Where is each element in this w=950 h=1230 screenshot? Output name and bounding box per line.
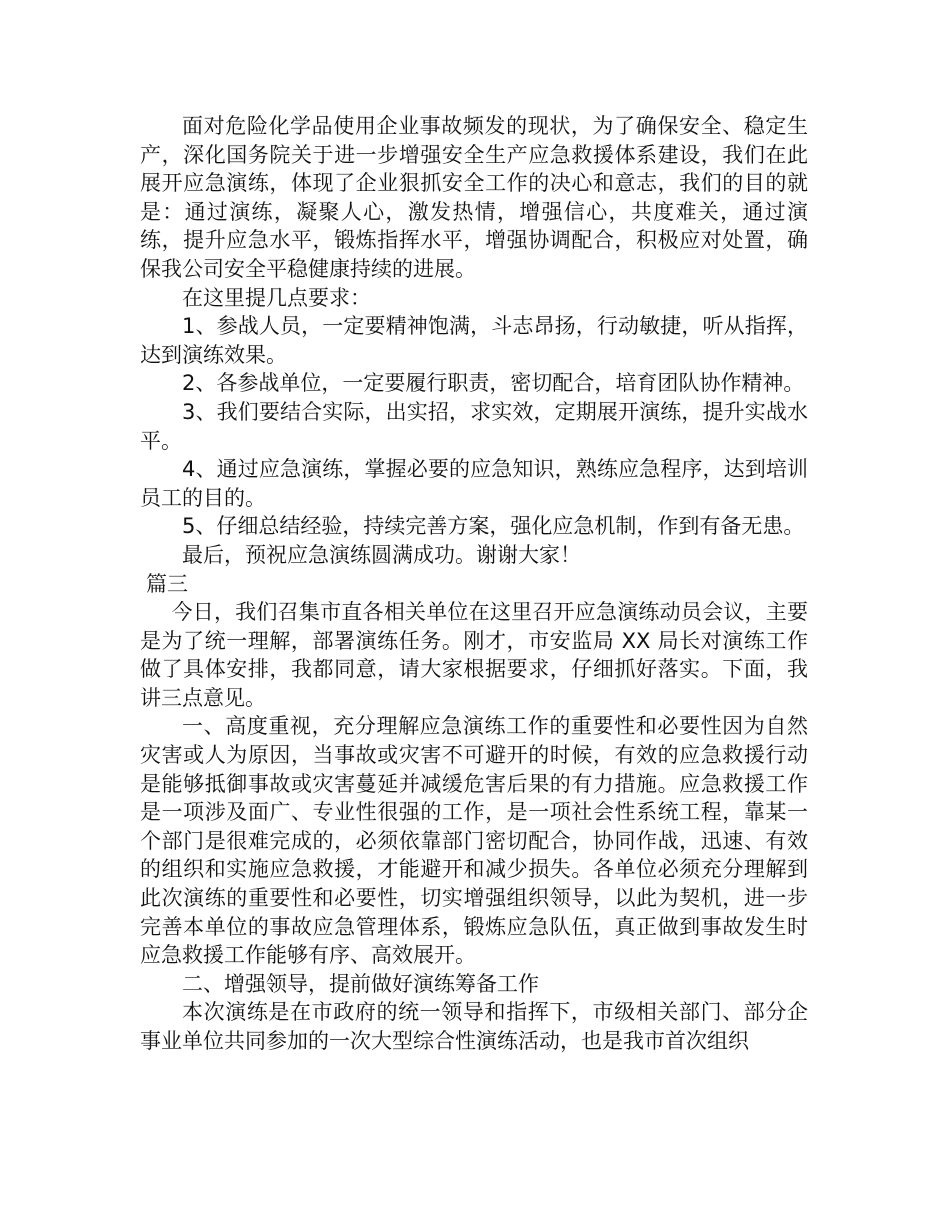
section-heading: 篇三 — [146, 571, 188, 596]
paragraph-closing: 最后，预祝应急演练圆满成功。谢谢大家！ — [182, 542, 581, 567]
requirement-item-3: 3、我们要结合实际，出实招，求实效，定期展开演练，提升实战水平。 — [140, 399, 808, 453]
paragraph-point-one: 一、高度重视，充分理解应急演练工作的重要性和必要性因为自然灾害或人为原因，当事故或灾害不可避开的时候，有效的应急救援行动是能够抵御事故或灾害蔓延并减缓危害后果的有力措施。应急救援工作是一项涉及面广、专业性很强的工作，是一项社会性系统工程，靠某一个部门是很难完成的，必须依靠部门密切配合，协同作战，迅速、有效的组织和实施应急救援，才能避开和减少损失。各单位必须充分理解到此次演练的重要性和必要性，切实增强组织领导，以此为契机，进一步完善本单位的事故应急管理体系，锻炼应急队伍，真正做到事故发生时应急救援工作能够有序、高效展开。 — [140, 714, 808, 968]
requirement-item-4: 4、通过应急演练，掌握必要的应急知识，熟练应急程序，达到培训员工的目的。 — [140, 457, 808, 510]
requirement-item-1: 1、参战人员，一定要精神饱满，斗志昂扬，行动敏捷，听从指挥，达到演练效果。 — [140, 314, 808, 367]
document-page — [140, 112, 808, 1056]
requirement-item-5: 5、仔细总结经验，持续完善方案，强化应急机制，作到有备无患。 — [182, 514, 805, 539]
paragraph-requirements-intro: 在这里提几点要求： — [182, 285, 371, 310]
paragraph-meeting-intro: 今日，我们召集市直各相关单位在这里召开应急演练动员会议，主要是为了统一理解，部署演练任务。刚才，市安监局 XX 局长对演练工作做了具体安排，我都同意，请大家根据要求，仔细抓好落实。下面，我讲三点意见。 — [140, 600, 808, 710]
paragraph-purpose: 面对危险化学品使用企业事故频发的现状，为了确保安全、稳定生产，深化国务院关于进一步增强安全生产应急救援体系建设，我们在此展开应急演练，体现了企业狠抓安全工作的决心和意志，我们的目的就是：通过演练，凝聚人心，激发热情，增强信心，共度难关，通过演练，提升应急水平，锻炼指挥水平，增强协调配合，积极应对处置，确保我公司安全平稳健康持续的进展。 — [140, 114, 808, 281]
paragraph-point-two-heading: 二、增强领导，提前做好演练筹备工作 — [182, 971, 539, 996]
paragraph-point-two-body: 本次演练是在市政府的统一领导和指挥下，市级相关部门、部分企事业单位共同参加的一次大型综合性演练活动，也是我市首次组织 — [140, 1000, 808, 1053]
requirement-item-2: 2、各参战单位，一定要履行职责，密切配合，培育团队协作精神。 — [182, 371, 805, 396]
